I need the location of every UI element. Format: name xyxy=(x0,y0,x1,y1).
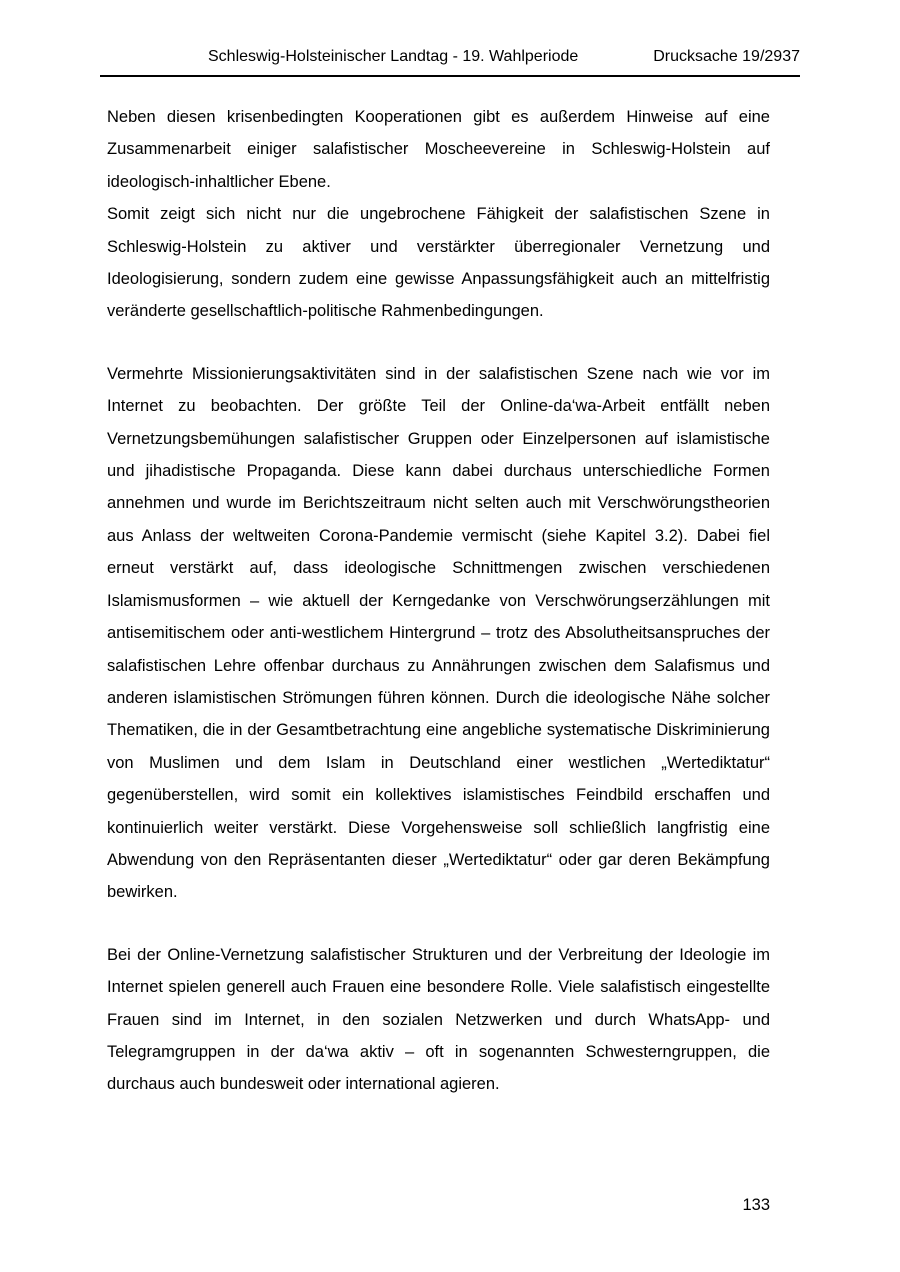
page-header xyxy=(100,48,800,77)
page-number: 133 xyxy=(742,1196,770,1214)
paragraph: Neben diesen krisenbedingten Kooperationen gibt es außerdem Hinweise auf eine Zusammenarbeit einiger salafistischer Moscheevereine in Schleswig-Holstein auf ideologisch-inhaltlicher Ebene. xyxy=(107,108,770,191)
paragraph: Vermehrte Missionierungsaktivitäten sind in der salafistischen Szene nach wie vor im Internet zu beobachten. Der größte Teil der Online-da‘wa-Arbeit entfällt neben Vernetzungsbemühungen salafistischer Gruppen oder Einzelpersonen auf islamistische und jihadistische Propaganda. Diese kann dabei durchaus unterschiedliche Formen annehmen und wurde im Berichtszeitraum nicht selten auch mit Verschwörungstheorien aus Anlass der weltweiten Corona-Pandemie vermischt (siehe Kapitel 3.2). Dabei fiel erneut verstärkt auf, dass ideologische Schnittmengen zwischen verschiedenen Islamismusformen – wie aktuell der Kerngedanke von Verschwörungserzählungen mit antisemitischem oder anti-westlichem Hintergrund – trotz des Absolutheitsanspruches der salafistischen Lehre offenbar durchaus zu Annährungen zwischen dem Salafismus und anderen islamistischen Strömungen führen können. Durch die ideologische Nähe solcher Thematiken, die in der Gesamtbetrachtung eine angebliche systematische Diskriminierung von Muslimen und dem Islam in Deutschland einer westlichen „Wertediktatur“ gegenüberstellen, wird somit ein kollektives islamistisches Feindbild erschaffen und kontinuierlich weiter verstärkt. Diese Vorgehensweise soll schließlich langfristig eine Abwendung von den Repräsentanten dieser „Wertediktatur“ oder gar deren Bekämpfung bewirken. xyxy=(107,364,770,902)
paragraph: Bei der Online-Vernetzung salafistischer Strukturen und der Verbreitung der Ideologie im Internet spielen generell auch Frauen eine besondere Rolle. Viele salafistisch eingestellte Frauen sind im Internet, in den sozialen Netzwerken und durch WhatsApp- und Telegramgruppen in der da‘wa aktiv – oft in sogenannten Schwesterngruppen, die durchaus auch bundesweit oder international agieren. xyxy=(107,945,770,1094)
document-body xyxy=(107,101,770,1101)
header-title: Schleswig-Holsteinischer Landtag - 19. Wahlperiode xyxy=(208,48,579,65)
header-document-number: Drucksache 19/2937 xyxy=(653,48,800,65)
paragraph: Somit zeigt sich nicht nur die ungebrochene Fähigkeit der salafistischen Szene in Schleswig-Holstein zu aktiver und verstärkter überregionaler Vernetzung und Ideologisierung, sondern zudem eine gewisse Anpassungsfähigkeit auch an mittelfristig veränderte gesellschaftlich-politische Rahmenbedingungen. xyxy=(107,205,770,321)
